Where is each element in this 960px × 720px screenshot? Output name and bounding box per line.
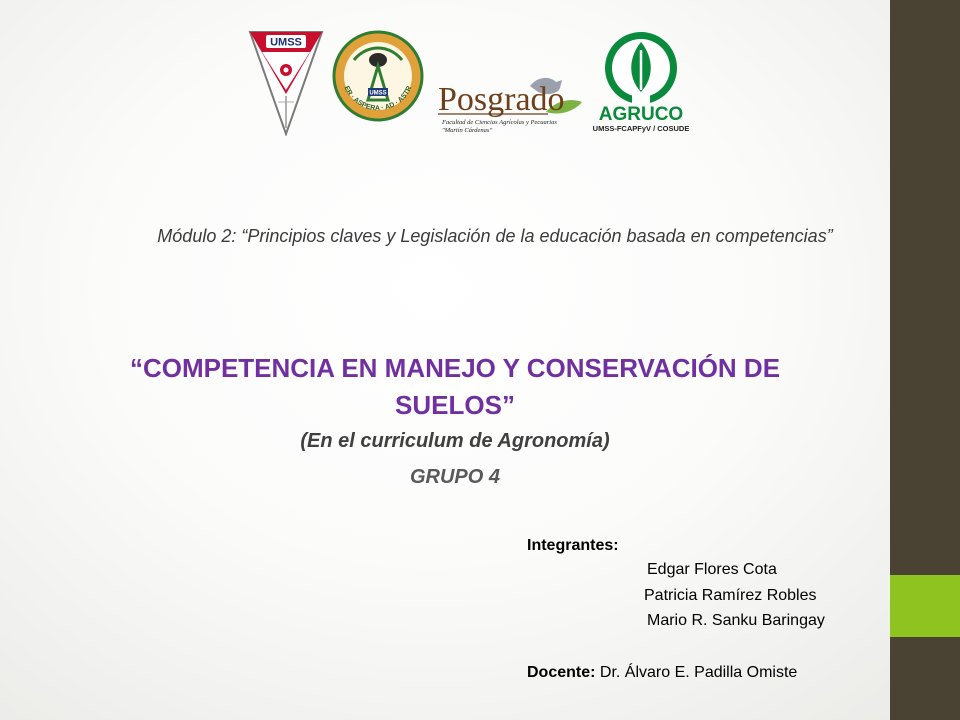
- agruco-logo: [588, 28, 694, 138]
- umss-logo: [248, 30, 324, 136]
- integrantes-label: Integrantes:: [527, 537, 619, 554]
- presentation-title: “COMPETENCIA EN MANEJO Y CONSERVACIÓN DE SUELOS”: [129, 353, 781, 420]
- docente-line: [527, 664, 797, 682]
- member-name: Mario R. Sanku Baringay: [647, 612, 825, 629]
- docente-label: Docente:: [527, 664, 596, 681]
- posgrado-logo: [438, 72, 584, 142]
- member-name: Patricia Ramírez Robles: [644, 587, 817, 604]
- agruco-logo-title: AGRUCO: [598, 104, 684, 125]
- faculty-logo-text: UMSS: [369, 90, 387, 97]
- member-name: Edgar Flores Cota: [647, 561, 777, 578]
- faculty-logo-motto: ER · ASPERA · AD · ASTR: [342, 85, 414, 113]
- posgrado-logo-title: Posgrado: [438, 81, 565, 118]
- module-title: Módulo 2: “Principios claves y Legislación de la educación basada en competencias”: [157, 226, 833, 246]
- presentation-subtitle: (En el curriculum de Agronomía): [300, 430, 610, 452]
- faculty-seal-logo: [332, 30, 424, 122]
- sidebar-accent: [890, 575, 960, 637]
- posgrado-logo-line2: "Martín Cárdenas": [442, 127, 493, 134]
- posgrado-logo-line1: Facultad de Ciencias Agrícolas y Pecuarias: [442, 119, 557, 126]
- agruco-logo-subtitle: UMSS-FCAPFyV / COSUDE: [592, 124, 690, 133]
- group-label: GRUPO 4: [409, 466, 501, 488]
- umss-logo-text: UMSS: [270, 36, 302, 49]
- docente-name: Dr. Álvaro E. Padilla Omiste: [599, 664, 798, 681]
